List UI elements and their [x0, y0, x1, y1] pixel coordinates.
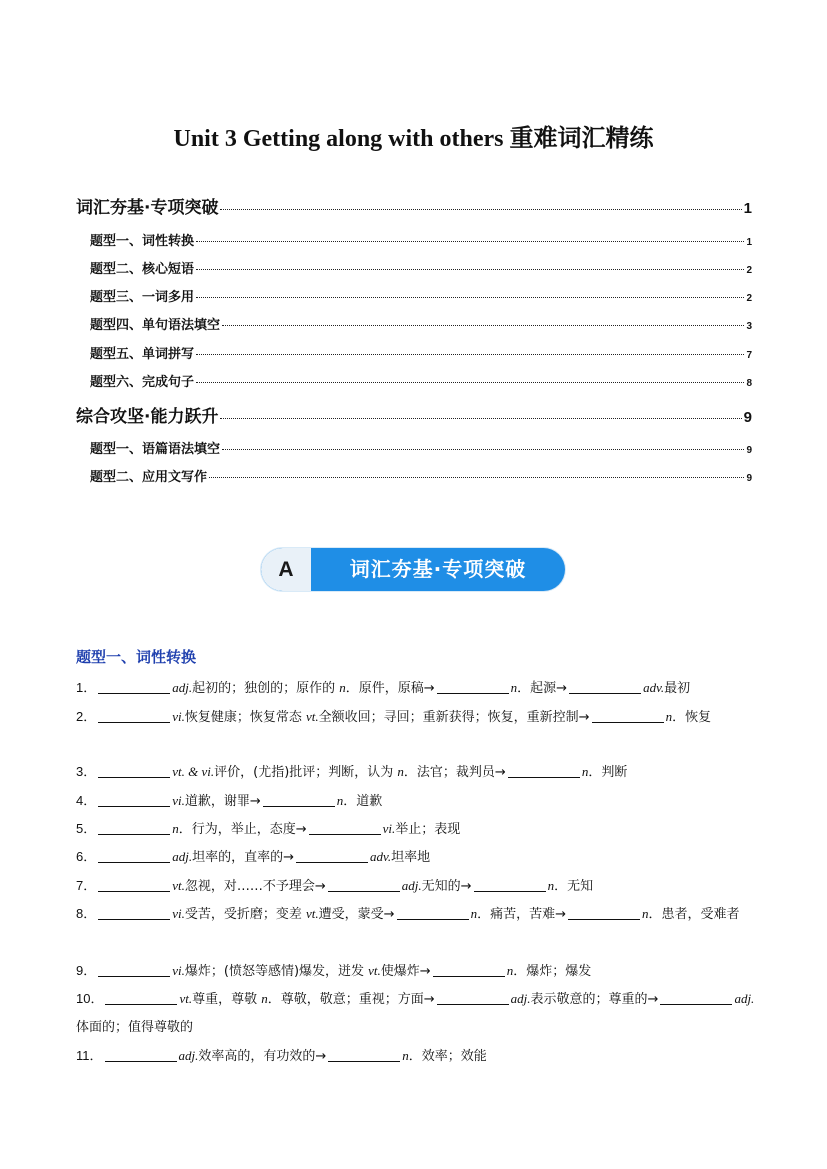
exercise-item: [76, 674, 756, 703]
item-number: 4．: [76, 793, 97, 808]
exercise-item: [76, 1042, 756, 1071]
toc-entry-label: 题型二、应用文写作: [90, 470, 208, 485]
toc-entry-label: 题型二、核心短语: [90, 262, 195, 277]
toc-entry-label: 综合攻坚·能力跃升: [76, 407, 219, 427]
answer-blank[interactable]: [592, 708, 664, 723]
toc-entry-page: 2: [746, 293, 752, 304]
part-of-speech: vt.: [179, 991, 193, 1006]
answer-blank[interactable]: [98, 679, 170, 694]
definition-text: ．起源→: [517, 681, 568, 696]
item-number: 7．: [76, 878, 97, 893]
part-of-speech: adj.: [401, 878, 422, 893]
answer-blank[interactable]: [474, 877, 546, 892]
toc-entry-page: 9: [746, 445, 752, 456]
definition-text: 起初的；独创的；原作的: [192, 681, 340, 696]
definition-text: ．痛苦，苦难→: [477, 907, 566, 922]
toc-entry[interactable]: [90, 286, 752, 305]
definition-text: ．尊敬，敬意；重视；方面→: [267, 992, 435, 1007]
definition-text: 受苦，受折磨；变差: [184, 907, 307, 922]
definition-text: 表示敬意的；尊重的→: [530, 992, 659, 1007]
definition-text: 尊重，尊敬: [192, 992, 262, 1007]
toc-entry-label: 题型一、语篇语法填空: [90, 442, 221, 457]
item-number: 5．: [76, 821, 97, 836]
answer-blank[interactable]: [105, 1047, 177, 1062]
part-of-speech: n: [641, 906, 649, 921]
answer-blank[interactable]: [98, 792, 170, 807]
definition-text: 体面的；值得尊敬的: [76, 1020, 194, 1035]
answer-blank[interactable]: [433, 962, 505, 977]
item-number: 9．: [76, 963, 97, 978]
toc-entry-page: 9: [746, 473, 752, 484]
toc-leader-dots: [220, 209, 741, 210]
exercise-item: [76, 843, 756, 872]
toc-entry-label: 题型一、词性转换: [90, 234, 195, 249]
toc-entry-page: 3: [746, 321, 752, 332]
part-of-speech: vi.: [382, 821, 396, 836]
toc-entry[interactable]: [90, 258, 752, 277]
part-of-speech: n: [397, 764, 404, 779]
definition-text: ．法官；裁判员→: [403, 765, 506, 780]
toc-entry-label: 题型六、完成句子: [90, 375, 195, 390]
toc-entry[interactable]: [76, 193, 752, 218]
part-of-speech: n: [665, 709, 673, 724]
toc-entry-label: 词汇夯基·专项突破: [76, 198, 219, 218]
answer-blank[interactable]: [98, 820, 170, 835]
exercise-item: [76, 703, 756, 732]
definition-text: ．原件，原稿→: [345, 681, 435, 696]
toc-entry-page: 1: [746, 237, 752, 248]
answer-blank[interactable]: [437, 990, 509, 1005]
definition-text: ．效率；效能: [408, 1049, 487, 1064]
part-of-speech: n: [336, 793, 344, 808]
exercise-item: [76, 900, 756, 929]
definition-text: ．道歉: [343, 794, 383, 809]
answer-blank[interactable]: [568, 905, 640, 920]
definition-text: 坦率的，直率的→: [192, 850, 295, 865]
page-title: Unit 3 Getting along with others 重难词汇精练: [173, 126, 654, 152]
part-of-speech: vt.: [368, 963, 381, 978]
exercise-item: [76, 787, 756, 816]
definition-text: 评价，(尤指)批评；判断，认为: [214, 765, 398, 780]
toc-entry[interactable]: [90, 466, 752, 485]
answer-blank[interactable]: [263, 792, 335, 807]
definition-text: 忽视，对……不予理会→: [184, 879, 326, 894]
part-of-speech: n: [172, 821, 179, 836]
item-number: 6．: [76, 849, 97, 864]
answer-blank[interactable]: [508, 763, 580, 778]
part-of-speech: vt.: [306, 906, 319, 921]
part-of-speech: n: [506, 963, 514, 978]
toc-leader-dots: [196, 354, 744, 355]
part-of-speech: adj.: [172, 680, 193, 695]
answer-blank[interactable]: [105, 990, 177, 1005]
toc-entry-page: 1: [743, 200, 752, 217]
definition-text: 无知的→: [421, 879, 472, 894]
part-of-speech: n: [581, 764, 589, 779]
toc-leader-dots: [196, 241, 744, 242]
answer-blank[interactable]: [98, 905, 170, 920]
part-of-speech: n: [510, 680, 518, 695]
part-of-speech: vt.: [172, 878, 185, 893]
toc-entry-page: 7: [746, 350, 752, 361]
toc-entry-label: 题型五、单词拼写: [90, 347, 195, 362]
section-banner: [261, 548, 565, 591]
section-heading: 题型一、词性转换: [76, 648, 197, 666]
toc-entry-page: 8: [746, 378, 752, 389]
item-number: 2．: [76, 709, 97, 724]
definition-text: 恢复健康；恢复常态: [184, 710, 307, 725]
answer-blank[interactable]: [98, 877, 170, 892]
toc-leader-dots: [222, 449, 744, 450]
part-of-speech: vi.: [172, 709, 185, 724]
part-of-speech: adj.: [734, 991, 755, 1006]
definition-text: 坦率地: [391, 850, 431, 865]
part-of-speech: adj.: [510, 991, 531, 1006]
answer-blank[interactable]: [328, 877, 400, 892]
exercise-item: [76, 758, 756, 787]
part-of-speech: n: [470, 906, 478, 921]
definition-text: 爆炸；(愤怒等感情)爆发，迸发: [184, 964, 369, 979]
toc-entry[interactable]: [90, 371, 752, 390]
toc-entry-page: 9: [743, 409, 752, 426]
part-of-speech: vi.: [172, 906, 185, 921]
item-number: 3．: [76, 764, 97, 779]
definition-text: 举止；表现: [395, 822, 461, 837]
item-number: 11．: [76, 1048, 103, 1063]
banner-letter: A: [261, 548, 311, 591]
answer-blank[interactable]: [98, 708, 170, 723]
definition-text: ．无知: [554, 879, 594, 894]
definition-text: 道歉，谢罪→: [184, 794, 261, 809]
definition-text: ．判断: [588, 765, 628, 780]
toc-entry[interactable]: [90, 438, 752, 457]
part-of-speech: n: [547, 878, 555, 893]
exercise-item: [76, 815, 756, 844]
part-of-speech: vi.: [172, 793, 185, 808]
part-of-speech: adv.: [643, 680, 665, 695]
toc-entry-label: 题型三、一词多用: [90, 290, 195, 305]
toc-leader-dots: [220, 418, 741, 419]
answer-blank[interactable]: [98, 848, 170, 863]
answer-blank[interactable]: [328, 1047, 400, 1062]
item-number: 8．: [76, 906, 97, 921]
part-of-speech: vi.: [172, 963, 185, 978]
toc-entry[interactable]: [76, 402, 752, 427]
answer-blank[interactable]: [309, 820, 381, 835]
part-of-speech: adj.: [178, 1048, 199, 1063]
definition-text: ．患者，受难者: [648, 907, 740, 922]
part-of-speech: vt. & vi.: [172, 764, 215, 779]
toc-entry-page: 2: [746, 265, 752, 276]
toc-leader-dots: [209, 477, 744, 478]
answer-blank[interactable]: [296, 848, 368, 863]
toc-leader-dots: [196, 382, 744, 383]
toc-leader-dots: [196, 269, 744, 270]
toc-leader-dots: [222, 325, 744, 326]
part-of-speech: n: [261, 991, 268, 1006]
exercise-item: [76, 985, 756, 1042]
definition-text: 使爆炸→: [380, 964, 431, 979]
exercise-item: [76, 872, 756, 901]
item-number: 1．: [76, 680, 97, 695]
toc-entry[interactable]: [90, 314, 752, 333]
answer-blank[interactable]: [397, 905, 469, 920]
answer-blank[interactable]: [98, 763, 170, 778]
definition-text: 遭受，蒙受→: [318, 907, 395, 922]
answer-blank[interactable]: [660, 990, 732, 1005]
definition-text: 最初: [664, 681, 691, 696]
toc-entry[interactable]: [90, 230, 752, 249]
part-of-speech: vt.: [306, 709, 319, 724]
definition-text: ．恢复: [672, 710, 712, 725]
banner-text: 词汇夯基·专项突破: [349, 557, 527, 581]
definition-text: ．爆炸；爆发: [513, 964, 592, 979]
part-of-speech: adv.: [370, 849, 392, 864]
answer-blank[interactable]: [98, 962, 170, 977]
exercise-item: [76, 957, 756, 986]
item-number: 10．: [76, 991, 104, 1006]
part-of-speech: adj.: [172, 849, 193, 864]
toc-leader-dots: [196, 297, 744, 298]
toc-entry-label: 题型四、单句语法填空: [90, 318, 221, 333]
answer-blank[interactable]: [437, 679, 509, 694]
part-of-speech: n: [339, 680, 346, 695]
definition-text: 全额收回；寻回；重新获得；恢复，重新控制→: [318, 710, 590, 725]
definition-text: 效率高的，有功效的→: [198, 1049, 327, 1064]
toc-entry[interactable]: [90, 343, 752, 362]
definition-text: ．行为，举止，态度→: [178, 822, 307, 837]
answer-blank[interactable]: [569, 679, 641, 694]
part-of-speech: n: [402, 1048, 409, 1063]
